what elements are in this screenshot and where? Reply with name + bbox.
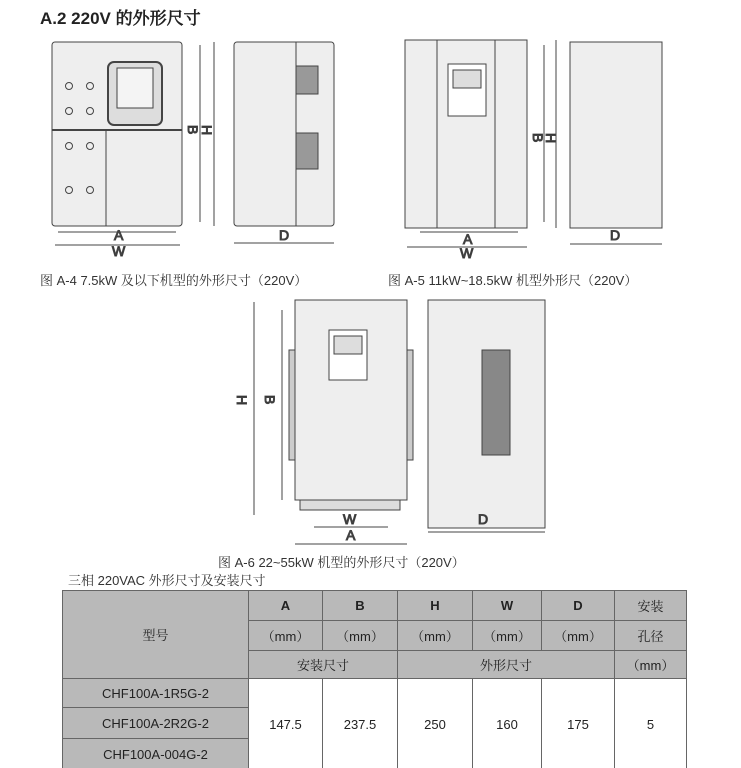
dim-label-w: W: [343, 511, 357, 527]
dim-label-h: H: [234, 395, 250, 406]
header-hole-1: 安装: [615, 591, 687, 621]
dim-label-h: H: [543, 133, 559, 144]
header-w: W: [473, 591, 542, 621]
dim-label-a: A: [463, 231, 473, 247]
fig-a5-side-view: [570, 42, 662, 244]
dim-label-b: B: [262, 395, 278, 405]
dim-label-d: D: [610, 227, 621, 243]
unit-w: （mm）: [473, 621, 542, 651]
header-d: D: [542, 591, 615, 621]
model-cell: CHF100A-004G-2: [63, 739, 249, 768]
figure-caption: 图 A-4 7.5kW 及以下机型的外形尺寸（220V）: [40, 273, 308, 288]
fig-a4-side-view: [234, 42, 334, 243]
header-h: H: [398, 591, 473, 621]
value-a: 147.5: [249, 679, 323, 768]
dim-label-b: B: [530, 133, 546, 143]
unit-d: （mm）: [542, 621, 615, 651]
dim-label-w: W: [460, 245, 474, 261]
value-b: 237.5: [323, 679, 398, 768]
fig-a4-front-view: [52, 42, 214, 245]
fig-a5-front-view: [405, 40, 556, 247]
model-cell: CHF100A-2R2G-2: [63, 708, 249, 739]
dim-label-a: A: [114, 227, 124, 243]
dim-label-a: A: [346, 527, 356, 543]
section-title: A.2 220V 的外形尺寸: [40, 9, 201, 28]
value-h: 250: [398, 679, 473, 768]
value-d: 175: [542, 679, 615, 768]
dim-label-h: H: [199, 125, 215, 136]
fig-a6-side-view: [428, 300, 545, 532]
unit-a: （mm）: [249, 621, 323, 651]
model-cell: CHF100A-1R5G-2: [63, 679, 249, 708]
header-a: A: [249, 591, 323, 621]
unit-h: （mm）: [398, 621, 473, 651]
value-w: 160: [473, 679, 542, 768]
group-outline: 外形尺寸: [398, 651, 615, 679]
figure-caption: 图 A-6 22~55kW 机型的外形尺寸（220V）: [218, 555, 465, 570]
fig-a6-front-view: [254, 300, 413, 544]
table-title: 三相 220VAC 外形尺寸及安装尺寸: [68, 573, 266, 588]
dimension-table: [62, 590, 687, 768]
header-model: 型号: [63, 591, 249, 679]
group-install: 安装尺寸: [249, 651, 398, 679]
dim-label-d: D: [279, 227, 290, 243]
header-hole-3: （mm）: [615, 651, 687, 679]
dim-label-b: B: [185, 125, 201, 135]
dim-label-d: D: [478, 511, 489, 527]
header-b: B: [323, 591, 398, 621]
dim-label-w: W: [112, 243, 126, 259]
value-hole: 5: [615, 679, 687, 768]
figure-caption: 图 A-5 11kW~18.5kW 机型外形尺（220V）: [388, 273, 638, 288]
unit-b: （mm）: [323, 621, 398, 651]
header-hole-2: 孔径: [615, 621, 687, 651]
